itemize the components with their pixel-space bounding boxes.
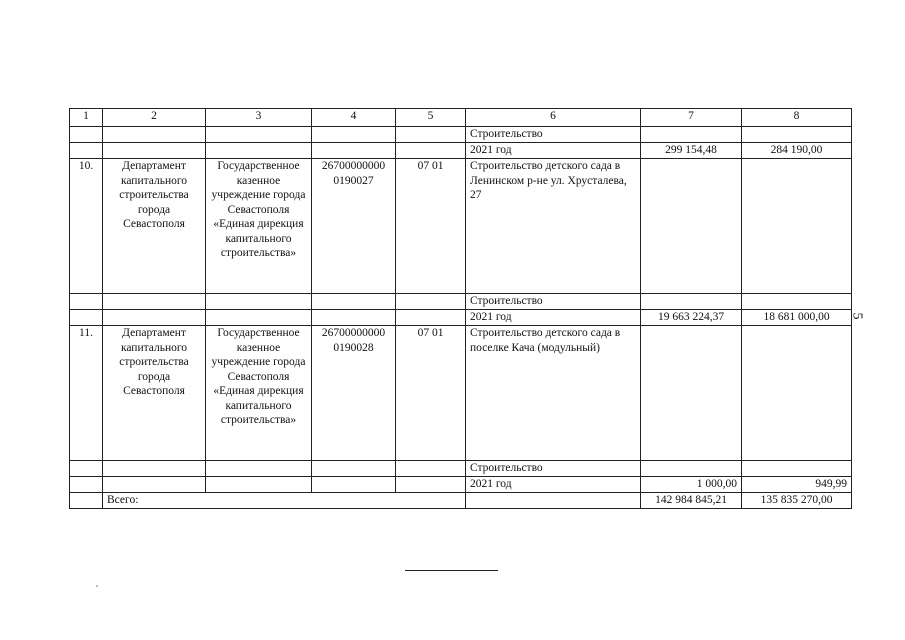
page-number: 5 — [849, 312, 865, 320]
budget-table — [69, 108, 852, 509]
table-row-item-11 — [70, 326, 852, 461]
cell-empty — [742, 159, 852, 294]
cell-empty — [206, 143, 312, 159]
cell-amount-7: 299 154,48 — [641, 143, 742, 159]
cell-number: 11. — [70, 326, 103, 461]
cell-empty — [70, 143, 103, 159]
cell-section: 07 01 — [396, 326, 466, 461]
cell-empty — [396, 294, 466, 310]
cell-empty — [206, 310, 312, 326]
table-total-row — [70, 493, 852, 509]
cell-empty — [70, 127, 103, 143]
cell-amount-8: 18 681 000,00 — [742, 310, 852, 326]
table-header-row — [70, 109, 852, 127]
cell-department: Департамент капитального строительства города Севастополя — [103, 159, 206, 294]
cell-empty — [742, 326, 852, 461]
cell-empty — [206, 477, 312, 493]
cell-empty — [312, 310, 396, 326]
header-cell: 8 — [742, 109, 852, 127]
cell-section: 07 01 — [396, 159, 466, 294]
cell-number: 10. — [70, 159, 103, 294]
cell-organization: Государственное казенное учреждение города Севастополя «Единая дирекция капитального строительства» — [206, 159, 312, 294]
cell-empty — [103, 127, 206, 143]
table-row — [70, 127, 852, 143]
total-amount-7: 142 984 845,21 — [641, 493, 742, 509]
cell-amount-8: 949,99 — [742, 477, 852, 493]
cell-empty — [396, 127, 466, 143]
cell-empty — [312, 461, 396, 477]
cell-empty — [312, 477, 396, 493]
table-row — [70, 477, 852, 493]
header-cell: 7 — [641, 109, 742, 127]
cell-year: 2021 год — [466, 310, 641, 326]
table-row-item-10 — [70, 159, 852, 294]
total-amount-8: 135 835 270,00 — [742, 493, 852, 509]
cell-code: 26700000000 0190028 — [312, 326, 396, 461]
header-cell: 6 — [466, 109, 641, 127]
cell-empty — [70, 310, 103, 326]
table-row — [70, 310, 852, 326]
cell-empty — [742, 461, 852, 477]
cell-code: 26700000000 0190027 — [312, 159, 396, 294]
cell-empty — [312, 143, 396, 159]
header-cell: 4 — [312, 109, 396, 127]
cell-empty — [70, 461, 103, 477]
cell-object: Строительство детского сада в поселке Кача (модульный) — [466, 326, 641, 461]
cell-type: Строительство — [466, 127, 641, 143]
table-row — [70, 143, 852, 159]
table-row — [70, 294, 852, 310]
cell-type: Строительство — [466, 294, 641, 310]
cell-department: Департамент капитального строительства города Севастополя — [103, 326, 206, 461]
cell-year: 2021 год — [466, 477, 641, 493]
header-cell: 5 — [396, 109, 466, 127]
cell-empty — [206, 461, 312, 477]
header-cell: 1 — [70, 109, 103, 127]
cell-empty — [641, 461, 742, 477]
cell-empty — [641, 159, 742, 294]
cell-empty — [742, 294, 852, 310]
cell-empty — [396, 143, 466, 159]
cell-empty — [103, 294, 206, 310]
cell-type: Строительство — [466, 461, 641, 477]
cell-empty — [312, 127, 396, 143]
total-label: Всего: — [103, 493, 466, 509]
cell-empty — [641, 127, 742, 143]
cell-year: 2021 год — [466, 143, 641, 159]
cell-empty — [466, 493, 641, 509]
cell-empty — [103, 461, 206, 477]
cell-empty — [70, 477, 103, 493]
cell-empty — [641, 294, 742, 310]
cell-empty — [396, 477, 466, 493]
cell-empty — [312, 294, 396, 310]
cell-empty — [396, 461, 466, 477]
cell-empty — [70, 493, 103, 509]
cell-amount-8: 284 190,00 — [742, 143, 852, 159]
scan-speck — [96, 585, 98, 587]
cell-empty — [742, 127, 852, 143]
cell-empty — [103, 143, 206, 159]
table-row — [70, 461, 852, 477]
header-cell: 2 — [103, 109, 206, 127]
cell-empty — [206, 127, 312, 143]
cell-empty — [206, 294, 312, 310]
cell-amount-7: 1 000,00 — [641, 477, 742, 493]
cell-organization: Государственное казенное учреждение города Севастополя «Единая дирекция капитального строительства» — [206, 326, 312, 461]
cell-empty — [103, 477, 206, 493]
cell-object: Строительство детского сада в Ленинском р-не ул. Хрусталева, 27 — [466, 159, 641, 294]
cell-amount-7: 19 663 224,37 — [641, 310, 742, 326]
cell-empty — [641, 326, 742, 461]
cell-empty — [70, 294, 103, 310]
footer-divider — [405, 570, 498, 571]
cell-empty — [396, 310, 466, 326]
header-cell: 3 — [206, 109, 312, 127]
cell-empty — [103, 310, 206, 326]
